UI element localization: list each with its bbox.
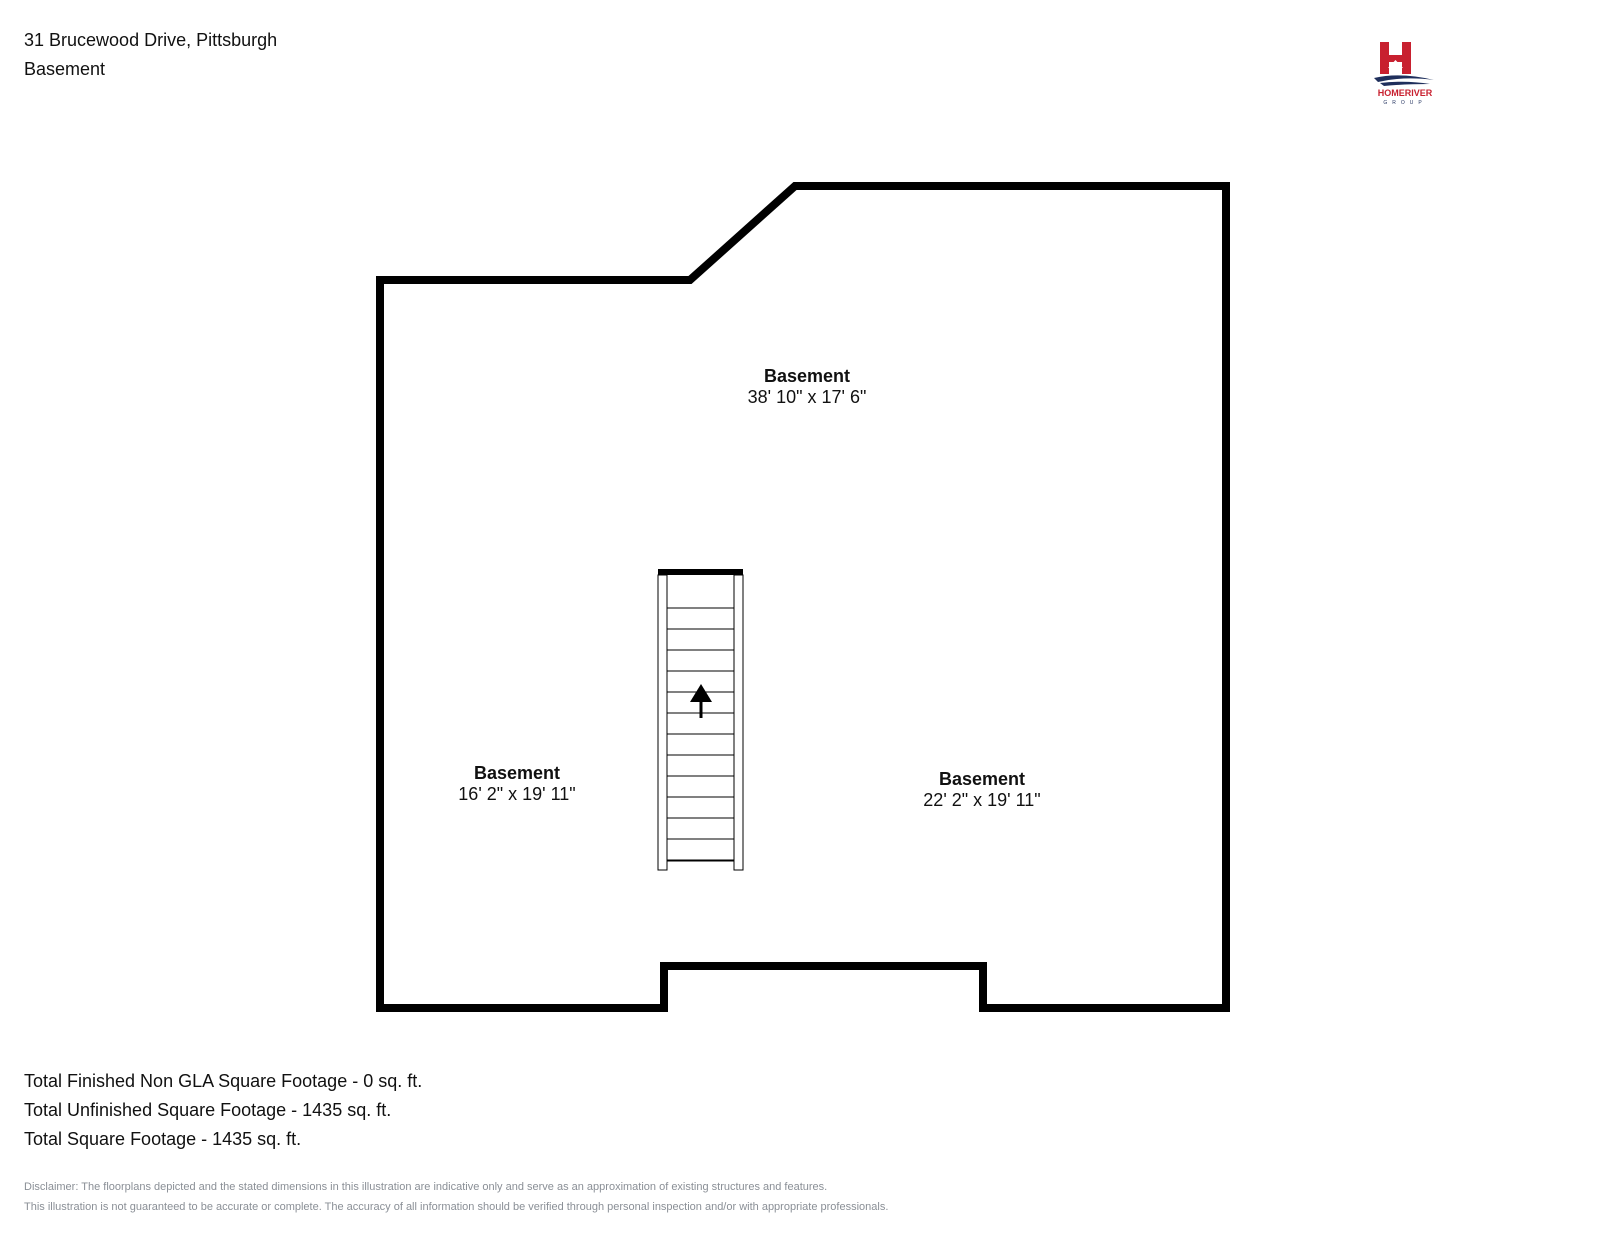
- property-address: 31 Brucewood Drive, Pittsburgh: [24, 30, 278, 50]
- room-name: Basement: [938, 769, 1026, 789]
- square-footage-totals: [24, 1067, 422, 1154]
- logo-sub-text: GROUP: [1383, 100, 1427, 106]
- total-finished-non-gla: Total Finished Non GLA Square Footage - 0 sq. ft.: [24, 1071, 423, 1091]
- staircase: [658, 569, 743, 870]
- stair-right-rail: [734, 575, 743, 870]
- room-label-basement-left: [458, 763, 575, 805]
- total-unfinished: Total Unfinished Square Footage - 1435 sq. ft.: [24, 1100, 392, 1120]
- room-dimensions: 16' 2" x 19' 11": [458, 784, 576, 804]
- room-name: Basement: [473, 763, 561, 783]
- room-label-basement-top: [748, 366, 867, 408]
- room-name: Basement: [763, 366, 851, 386]
- exterior-wall: [380, 186, 1226, 1008]
- stair-left-rail: [658, 575, 667, 870]
- room-dimensions: 22' 2" x 19' 11": [923, 790, 1041, 810]
- room-label-basement-right: [923, 769, 1040, 811]
- disclaimer: [24, 1177, 888, 1217]
- stair-treads: [667, 608, 734, 861]
- disclaimer-line-2: This illustration is not guaranteed to be accurate or complete. The accuracy of all information should be verified through personal inspection and/or with appropriate professionals.: [24, 1201, 889, 1213]
- total-square-footage: Total Square Footage - 1435 sq. ft.: [24, 1129, 302, 1149]
- floor-name: Basement: [24, 59, 106, 79]
- disclaimer-line-1: Disclaimer: The floorplans depicted and the stated dimensions in this illustration are indicative only and serve as an approximation of existing structures and features.: [24, 1181, 828, 1193]
- logo-brand-text: HOMERIVER: [1377, 88, 1433, 98]
- room-dimensions: 38' 10" x 17' 6": [747, 387, 867, 407]
- stair-top-wall: [658, 569, 743, 575]
